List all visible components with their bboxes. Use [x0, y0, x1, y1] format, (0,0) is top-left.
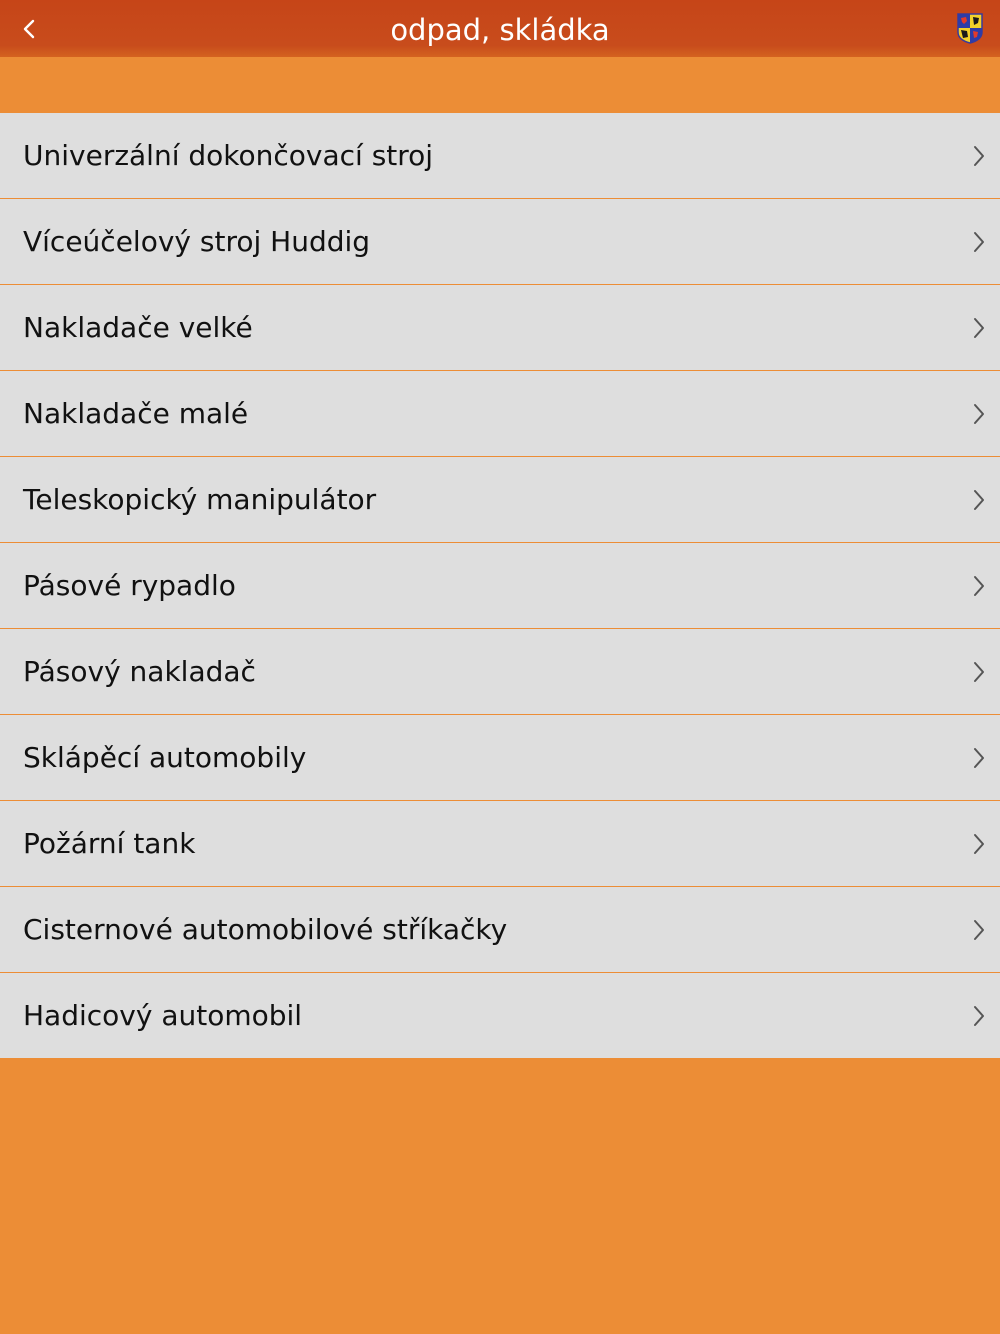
- list-item[interactable]: [0, 973, 1000, 1058]
- list-item-label: Požární tank: [23, 827, 196, 860]
- list-item-label: Cisternové automobilové stříkačky: [23, 913, 508, 946]
- chevron-right-icon: [972, 1004, 986, 1028]
- list-item[interactable]: [0, 715, 1000, 801]
- navigation-bar: [0, 0, 1000, 57]
- list-item[interactable]: [0, 887, 1000, 973]
- list-item[interactable]: [0, 801, 1000, 887]
- chevron-right-icon: [972, 832, 986, 856]
- chevron-right-icon: [972, 402, 986, 426]
- list-item[interactable]: [0, 629, 1000, 715]
- list-item[interactable]: [0, 113, 1000, 199]
- list-item-label: Víceúčelový stroj Huddig: [23, 225, 371, 258]
- chevron-right-icon: [972, 144, 986, 168]
- list-item-label: Nakladače velké: [23, 311, 253, 344]
- chevron-right-icon: [972, 488, 986, 512]
- list-item[interactable]: [0, 543, 1000, 629]
- coat-of-arms-icon: [956, 12, 984, 45]
- list-item-label: Univerzální dokončovací stroj: [23, 139, 434, 172]
- page-title: odpad, skládka: [390, 13, 610, 47]
- list-item-label: Sklápěcí automobily: [23, 741, 307, 774]
- chevron-right-icon: [972, 230, 986, 254]
- list-item-label: Teleskopický manipulátor: [23, 483, 377, 516]
- list-item[interactable]: [0, 371, 1000, 457]
- chevron-right-icon: [972, 918, 986, 942]
- chevron-right-icon: [972, 746, 986, 770]
- list-item-label: Hadicový automobil: [23, 999, 303, 1032]
- list-item[interactable]: [0, 285, 1000, 371]
- list-item[interactable]: [0, 199, 1000, 285]
- list-item[interactable]: [0, 457, 1000, 543]
- chevron-right-icon: [972, 660, 986, 684]
- list-item-label: Nakladače malé: [23, 397, 249, 430]
- chevron-right-icon: [972, 316, 986, 340]
- list-item-label: Pásové rypadlo: [23, 569, 236, 602]
- list-item-label: Pásový nakladač: [23, 655, 256, 688]
- machine-list: [0, 113, 1000, 1058]
- chevron-right-icon: [972, 574, 986, 598]
